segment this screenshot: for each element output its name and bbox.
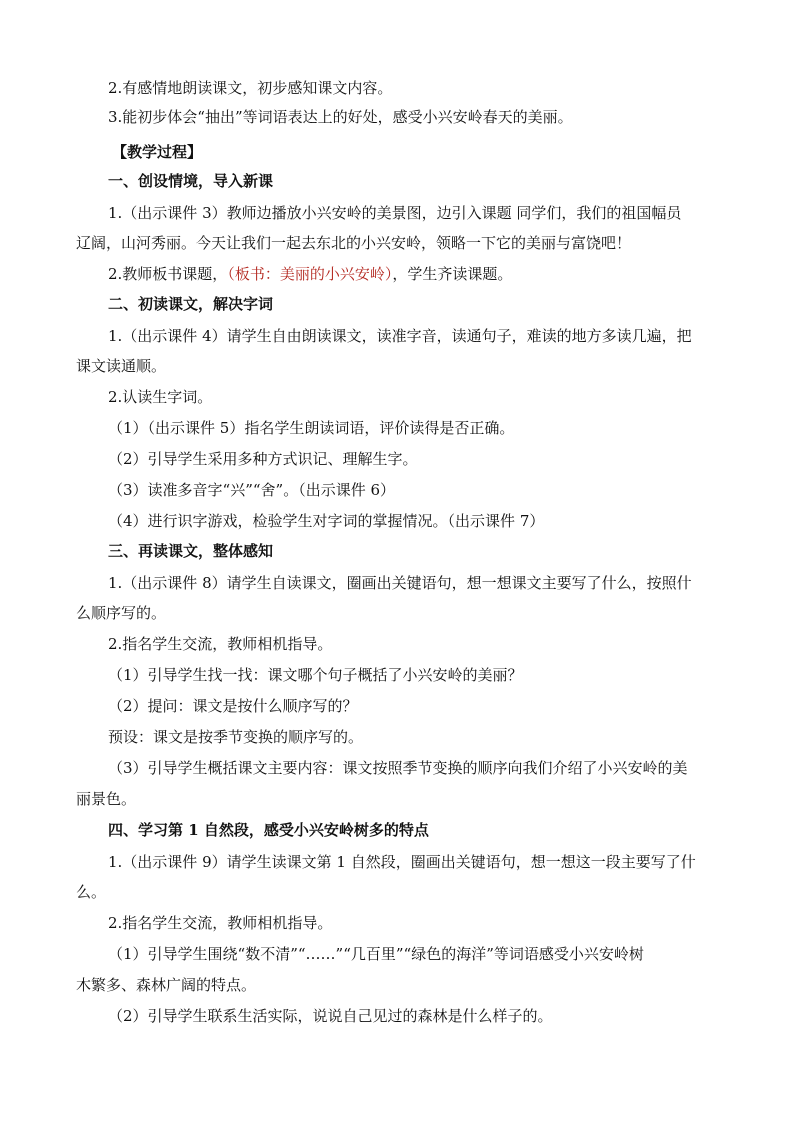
heading-3: 三、再读课文，整体感知 [108, 542, 274, 560]
heading-2: 二、初读课文，解决字词 [108, 295, 274, 313]
paragraph-3-1-line1: 1.（出示课件 8）请学生自读课文，圈画出关键语句，想一想课文主要写了什么，按照什 [108, 574, 692, 592]
paragraph-1-2-start: 2.教师板书课题， [108, 265, 228, 283]
paragraph-1-1-line2: 辽阔，山河秀丽。今天让我们一起去东北的小兴安岭，领略一下它的美丽与富饶吧！ [76, 234, 632, 252]
paragraph-4-1-line2: 么。 [76, 883, 107, 901]
section-heading-teaching-process: 【教学过程】 [112, 143, 203, 161]
item-2-2-4: （4）进行识字游戏，检验学生对字词的掌握情况。（出示课件 7） [108, 512, 545, 530]
paragraph-2-1-line1: 1.（出示课件 4）请学生自由朗读课文，读准字音，读通句子，难读的地方多读几遍，把 [108, 327, 692, 345]
item-4-2-2: （2）引导学生联系生活实际，说说自己见过的森林是什么样子的。 [108, 1007, 553, 1025]
objective-2: 2.有感情地朗读课文，初步感知课文内容。 [108, 79, 393, 97]
objective-3: 3.能初步体会“抽出”等词语表达上的好处，感受小兴安岭春天的美丽。 [108, 108, 573, 126]
item-3-2-3-line1: （3）引导学生概括课文主要内容：课文按照季节变换的顺序向我们介绍了小兴安岭的美 [108, 759, 688, 777]
item-3-2-1: （1）引导学生找一找：课文哪个句子概括了小兴安岭的美丽？ [108, 666, 523, 684]
item-3-2-3-line2: 丽景色。 [76, 790, 137, 808]
paragraph-3-2: 2.指名学生交流，教师相机指导。 [108, 635, 333, 653]
heading-4: 四、学习第 1 自然段，感受小兴安岭树多的特点 [108, 821, 429, 839]
paragraph-1-1-line1: 1.（出示课件 3）教师边播放小兴安岭的美景图，边引入课题 同学们，我们的祖国幅员 [108, 204, 682, 222]
item-3-2-2: （2）提问：课文是按什么顺序写的？ [108, 697, 358, 715]
item-2-2-2: （2）引导学生采用多种方式识记、理解生字。 [108, 450, 418, 468]
paragraph-2-2: 2.认读生字词。 [108, 388, 213, 406]
board-writing: （板书：美丽的小兴安岭） [227, 265, 393, 283]
preset-answer: 预设：课文是按季节变换的顺序写的。 [108, 728, 364, 746]
paragraph-2-1-line2: 课文读通顺。 [76, 357, 167, 375]
item-4-2-1-line1: （1）引导学生围绕“数不清”“……”“几百里”“绿色的海洋”等词语感受小兴安岭树 [108, 945, 644, 963]
paragraph-4-1-line1: 1.（出示课件 9）请学生读课文第 1 自然段，圈画出关键语句，想一想这一段主要写了什 [108, 853, 696, 871]
paragraph-1-2 [108, 264, 794, 284]
paragraph-1-2-end: ，学生齐读课题。 [392, 265, 513, 283]
item-4-2-1-line2: 木繁多、森林广阔的特点。 [76, 976, 257, 994]
paragraph-3-1-line2: 么顺序写的。 [76, 604, 167, 622]
item-2-2-3: （3）读准多音字“兴”“舍”。（出示课件 6） [108, 481, 396, 499]
heading-1: 一、创设情境，导入新课 [108, 172, 274, 190]
paragraph-4-2: 2.指名学生交流，教师相机指导。 [108, 914, 333, 932]
item-2-2-1: （1）（出示课件 5）指名学生朗读词语，评价读得是否正确。 [108, 419, 515, 437]
